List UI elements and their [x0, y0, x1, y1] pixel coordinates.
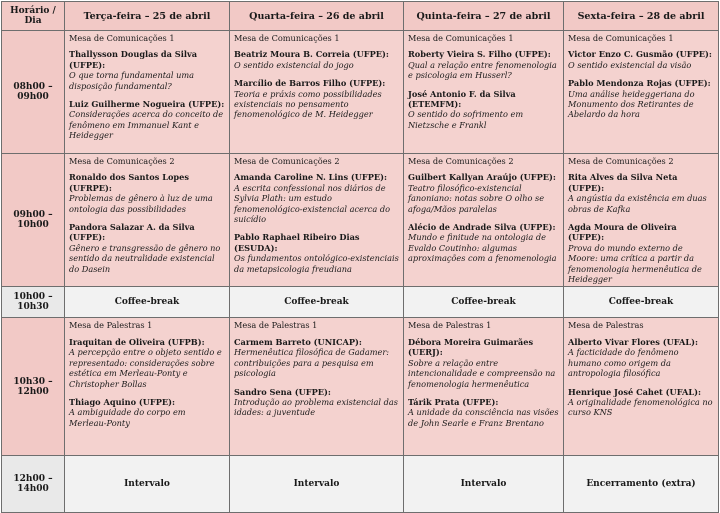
schedule-row	[2, 456, 719, 513]
talk	[408, 222, 559, 264]
talk	[408, 397, 559, 428]
time-column-header: Horário / Dia	[2, 2, 65, 31]
talk-speaker: Guilbert Kallyan Araújo (UFPE):	[408, 172, 556, 183]
talk-speaker: Alécio de Andrade Silva (UFPE):	[408, 222, 556, 233]
session-table-name: Mesa de Comunicações 1	[69, 33, 175, 43]
session-cell-tuesday	[65, 154, 230, 287]
session-table-name: Mesa de Comunicações 1	[408, 33, 514, 43]
talk-title: A percepção entre o objeto sentido e representado: considerações sobre estética em Merleau-Ponty e Christopher Bollas	[69, 347, 222, 389]
session-table-name: Mesa de Comunicações 1	[234, 33, 340, 43]
talk-speaker: Amanda Caroline N. Lins (UFPE):	[234, 172, 388, 183]
talk-speaker: Roberty Vieira S. Filho (UFPE):	[408, 49, 551, 60]
talk	[568, 49, 714, 70]
talk-speaker: Tárik Prata (UFPE):	[408, 396, 499, 407]
time-slot: 08h00 – 09h00	[2, 31, 65, 154]
talk-title: Qual a relação entre fenomenologia e psicologia em Husserl?	[408, 59, 557, 81]
schedule-row	[2, 31, 719, 154]
talk	[568, 222, 714, 284]
talk	[234, 232, 399, 274]
talk-speaker: Alberto Vivar Flores (UFAL):	[568, 336, 699, 347]
talk-speaker: Rita Alves da Silva Neta (UFPE):	[568, 172, 678, 193]
schedule-row	[2, 287, 719, 318]
talk-title: O sentido do sofrimento em Nietzsche e Frankl	[408, 109, 524, 130]
talk-speaker: Débora Moreira Guimarães (UERJ):	[408, 336, 534, 358]
coffee-break-cell-wednesday: Coffee-break	[230, 287, 404, 318]
session-cell-friday	[564, 318, 719, 456]
session-table-name: Mesa de Comunicações 2	[234, 156, 340, 166]
session-cell-tuesday	[65, 318, 230, 456]
talk	[568, 387, 714, 418]
talk-title: Introdução ao problema existencial das idades: a juventude	[234, 396, 398, 418]
time-slot: 10h30 – 12h00	[2, 318, 65, 456]
talk-speaker: Carmem Barreto (UNICAP):	[234, 336, 362, 347]
talk-title: A unidade da consciência nas visões de John Searle e Franz Brentano	[408, 407, 559, 428]
talk	[234, 172, 399, 224]
talk-title: Os fundamentos ontológico-existenciais da metapsicologia freudiana	[234, 253, 399, 274]
talk	[408, 337, 559, 389]
talk-speaker: Sandro Sena (UFPE):	[234, 386, 331, 397]
talk	[568, 172, 714, 214]
day-header-thursday: Quinta-feira – 27 de abril	[404, 2, 564, 31]
talk-speaker: Henrique José Cahet (UFAL):	[568, 386, 702, 397]
session-cell-wednesday	[230, 318, 404, 456]
session-cell-thursday	[404, 31, 564, 154]
session-cell-tuesday	[65, 31, 230, 154]
talk-speaker: Thiago Aquino (UFPE):	[69, 396, 176, 407]
time-slot: 09h00 – 10h00	[2, 154, 65, 287]
talk-title: Sobre a relação entre intencionalidade e compreensão na fenomenologia hermenêutica	[408, 357, 556, 389]
day-header-wednesday: Quarta-feira – 26 de abril	[230, 2, 404, 31]
talk-title: O sentido existencial do jogo	[234, 59, 354, 70]
talk	[568, 337, 714, 379]
interval-cell-thursday: Intervalo	[404, 456, 564, 513]
talk-speaker: Agda Moura de Oliveira (UFPE):	[568, 222, 677, 243]
talk-speaker: Ronaldo dos Santos Lopes (UFRPE):	[69, 172, 189, 193]
session-table-name: Mesa de Palestras 1	[408, 320, 492, 331]
talk-title: Mundo e finitude na ontologia de Evaldo Coutinho: algumas aproximações com a fenomenologia	[408, 232, 557, 264]
talk	[234, 387, 399, 418]
header-row	[2, 2, 719, 31]
talk-title: Prova do mundo externo de Moore: uma crítica a partir da fenomenologia hermenêutica de Heidegger	[568, 242, 702, 285]
talk	[69, 172, 225, 214]
talk-speaker: Marcílio de Barros Filho (UFPE):	[234, 78, 386, 89]
talk-title: Problemas de gênero à luz de uma ontologia das possibilidades	[69, 193, 213, 214]
talk	[69, 337, 225, 389]
talk	[234, 78, 399, 120]
talk	[408, 49, 559, 80]
session-cell-thursday	[404, 318, 564, 456]
talk-speaker: Thallysson Douglas da Silva (UFPE):	[69, 49, 198, 70]
talk	[234, 337, 399, 379]
talk	[568, 78, 714, 120]
talk-speaker: Luiz Guilherme Nogueira (UFPE):	[69, 99, 225, 110]
session-cell-friday	[564, 154, 719, 287]
session-cell-thursday	[404, 154, 564, 287]
schedule-table	[1, 1, 719, 513]
talk-title: Uma análise heideggeriana do Monumento dos Retirantes de Abelardo da hora	[568, 88, 695, 120]
talk	[408, 89, 559, 131]
talk-title: Considerações acerca do conceito de fenômeno em Immanuel Kant e Heidegger	[69, 109, 224, 141]
talk	[234, 49, 399, 70]
talk-title: A facticidade do fenômeno humano como origem da antropologia filosófica	[568, 347, 679, 379]
talk-title: Teoria e práxis como possibilidades existenciais no pensamento fenomenológico de M. Heidegger	[234, 88, 382, 120]
talk-title: O que torna fundamental uma disposição fundamental?	[69, 70, 195, 91]
talk-speaker: Iraquitan de Oliveira (UFPB):	[69, 336, 205, 347]
talk-speaker: Pandora Salazar A. da Silva (UFPE):	[69, 222, 195, 243]
talk-title: A angústia da existência em duas obras de Kafka	[568, 193, 707, 214]
interval-cell-friday: Encerramento (extra)	[564, 456, 719, 513]
day-header-friday: Sexta-feira – 28 de abril	[564, 2, 719, 31]
talk-title: A escrita confessional nos diários de Sylvia Plath: um estudo fenomenológico-existencial acerca do suicídio	[234, 182, 391, 225]
session-cell-friday	[564, 31, 719, 154]
session-table-name: Mesa de Palestras	[568, 320, 644, 331]
coffee-break-cell-friday: Coffee-break	[564, 287, 719, 318]
talk-title: Hermenêutica filosófica de Gadamer: contribuições para a pesquisa em psicologia	[234, 347, 390, 379]
talk	[408, 172, 559, 214]
interval-cell-tuesday: Intervalo	[65, 456, 230, 513]
talk-title: O sentido existencial da visão	[568, 59, 692, 70]
talk	[69, 49, 225, 91]
talk	[69, 397, 225, 428]
coffee-break-cell-thursday: Coffee-break	[404, 287, 564, 318]
talk-speaker: José Antonio F. da Silva (ETEMFM):	[408, 88, 516, 110]
talk-speaker: Pablo Raphael Ribeiro Dias (ESUDA):	[234, 232, 360, 253]
session-table-name: Mesa de Comunicações 2	[69, 156, 175, 166]
session-table-name: Mesa de Palestras 1	[69, 320, 153, 331]
talk-title: A ambiguidade do corpo em Merleau-Ponty	[69, 407, 186, 428]
talk-title: A originalidade fenomenológica no curso KNS	[568, 396, 713, 418]
session-table-name: Mesa de Comunicações 1	[568, 33, 674, 43]
schedule-row	[2, 154, 719, 287]
day-header-tuesday: Terça-feira – 25 de abril	[65, 2, 230, 31]
schedule-row	[2, 318, 719, 456]
coffee-break-cell-tuesday: Coffee-break	[65, 287, 230, 318]
interval-cell-wednesday: Intervalo	[230, 456, 404, 513]
talk	[69, 222, 225, 274]
talk-speaker: Pablo Mendonza Rojas (UFPE):	[568, 78, 711, 89]
talk	[69, 99, 225, 141]
time-slot: 10h00 – 10h30	[2, 287, 65, 318]
session-table-name: Mesa de Palestras 1	[234, 320, 318, 331]
talk-speaker: Beatriz Moura B. Correia (UFPE):	[234, 49, 389, 60]
talk-title: Gênero e transgressão de gênero no sentido da neutralidade existencial do Dasein	[69, 242, 221, 274]
time-slot: 12h00 – 14h00	[2, 456, 65, 513]
session-cell-wednesday	[230, 154, 404, 287]
session-cell-wednesday	[230, 31, 404, 154]
session-table-name: Mesa de Comunicações 2	[568, 156, 674, 166]
talk-speaker: Victor Enzo C. Gusmão (UFPE):	[568, 49, 712, 60]
session-table-name: Mesa de Comunicações 2	[408, 156, 514, 166]
talk-title: Teatro filosófico-existencial fanoniano: notas sobre O olho se afoga/Mãos paralelas	[408, 182, 545, 214]
